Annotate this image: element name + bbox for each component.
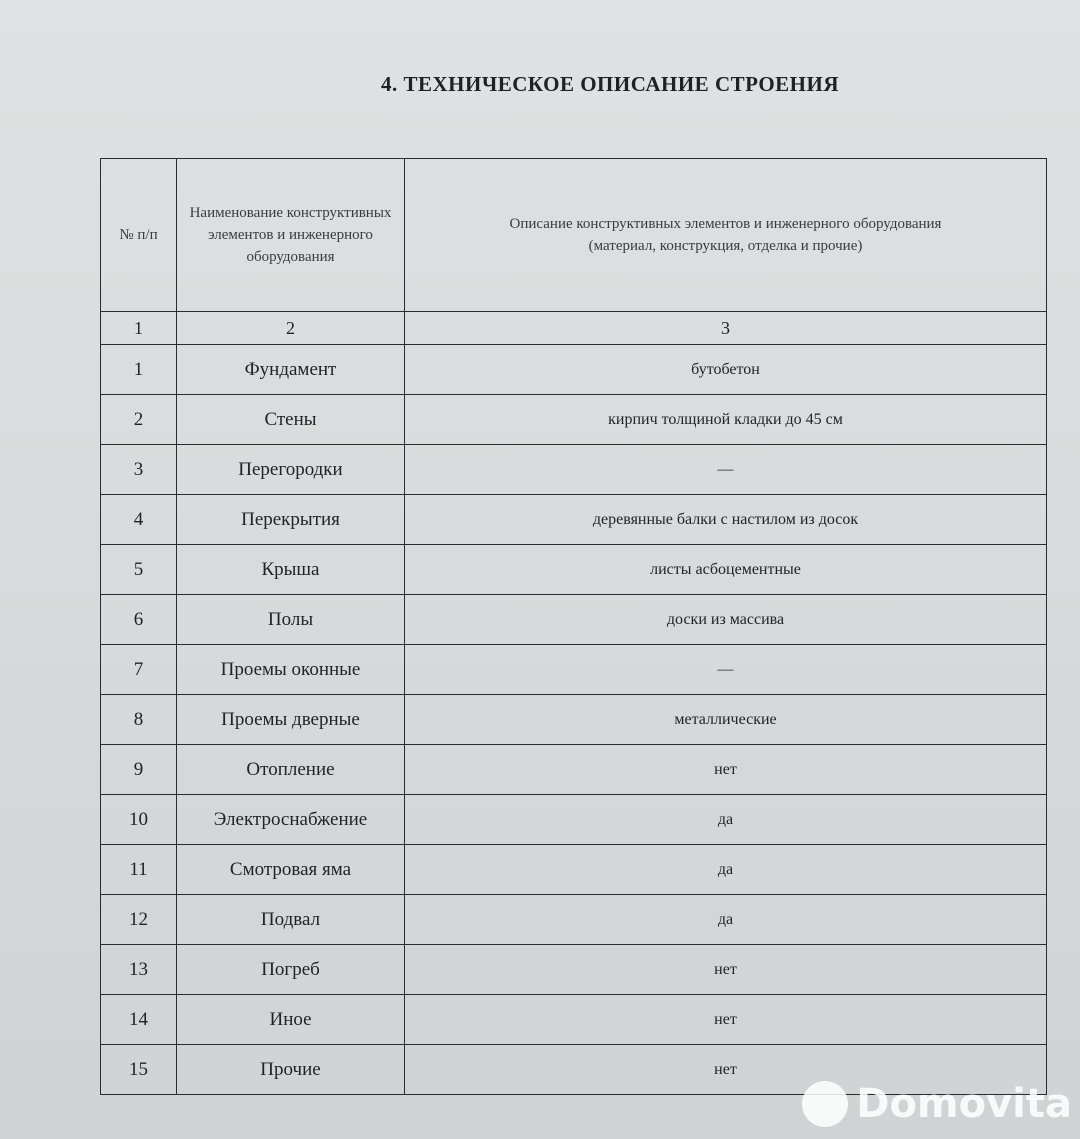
row-number: 8	[101, 695, 177, 745]
watermark-text: Domovita	[856, 1081, 1072, 1127]
row-number: 7	[101, 645, 177, 695]
row-number: 6	[101, 595, 177, 645]
element-name: Стены	[177, 395, 405, 445]
row-number: 2	[101, 395, 177, 445]
header-description-line1: Описание конструктивных элементов и инженерного оборудования	[509, 216, 942, 232]
element-name: Полы	[177, 595, 405, 645]
element-name: Электроснабжение	[177, 795, 405, 845]
element-description: —	[405, 445, 1047, 495]
row-number: 15	[101, 1045, 177, 1095]
element-name: Крыша	[177, 545, 405, 595]
element-description: нет	[405, 945, 1047, 995]
element-description: бутобетон	[405, 345, 1047, 395]
table-header-row	[101, 159, 1047, 312]
element-name: Перегородки	[177, 445, 405, 495]
table-row	[101, 595, 1047, 645]
table-row	[101, 645, 1047, 695]
table-row	[101, 495, 1047, 545]
table-row	[101, 695, 1047, 745]
row-number: 1	[101, 345, 177, 395]
row-number: 12	[101, 895, 177, 945]
element-description: нет	[405, 745, 1047, 795]
row-number: 9	[101, 745, 177, 795]
element-description: металлические	[405, 695, 1047, 745]
table-row	[101, 745, 1047, 795]
table-row	[101, 995, 1047, 1045]
table-row	[101, 795, 1047, 845]
element-name: Прочие	[177, 1045, 405, 1095]
row-number: 4	[101, 495, 177, 545]
column-number: 1	[101, 312, 177, 345]
row-number: 10	[101, 795, 177, 845]
header-description	[405, 159, 1047, 312]
element-name: Отопление	[177, 745, 405, 795]
column-number: 2	[177, 312, 405, 345]
element-description: да	[405, 845, 1047, 895]
element-name: Смотровая яма	[177, 845, 405, 895]
element-description: да	[405, 795, 1047, 845]
element-name: Проемы дверные	[177, 695, 405, 745]
row-number: 14	[101, 995, 177, 1045]
element-name: Погреб	[177, 945, 405, 995]
document-title: 4. ТЕХНИЧЕСКОЕ ОПИСАНИЕ СТРОЕНИЯ	[381, 72, 839, 96]
element-description: листы асбоцементные	[405, 545, 1047, 595]
column-number: 3	[405, 312, 1047, 345]
element-description: доски из массива	[405, 595, 1047, 645]
element-name: Перекрытия	[177, 495, 405, 545]
row-number: 11	[101, 845, 177, 895]
row-number: 3	[101, 445, 177, 495]
element-description: нет	[405, 1045, 1047, 1095]
table-row	[101, 545, 1047, 595]
element-description: кирпич толщиной кладки до 45 см	[405, 395, 1047, 445]
domovita-logo-icon	[802, 1081, 848, 1127]
element-description: —	[405, 645, 1047, 695]
table-row	[101, 895, 1047, 945]
row-number: 5	[101, 545, 177, 595]
header-number: № п/п	[101, 159, 177, 312]
element-name: Фундамент	[177, 345, 405, 395]
element-description: деревянные балки с настилом из досок	[405, 495, 1047, 545]
header-description-line2: (материал, конструкция, отделка и прочие)	[588, 238, 863, 254]
table-row	[101, 845, 1047, 895]
element-name: Подвал	[177, 895, 405, 945]
table-row	[101, 945, 1047, 995]
element-description: да	[405, 895, 1047, 945]
technical-description-table	[100, 158, 1047, 1095]
table-row	[101, 345, 1047, 395]
column-number-row	[101, 312, 1047, 345]
header-element-name: Наименование конструктивных элементов и инженерного оборудования	[177, 159, 405, 312]
domovita-watermark	[802, 1081, 1072, 1127]
element-description: нет	[405, 995, 1047, 1045]
element-name: Иное	[177, 995, 405, 1045]
table-row	[101, 445, 1047, 495]
element-name: Проемы оконные	[177, 645, 405, 695]
table-row	[101, 395, 1047, 445]
row-number: 13	[101, 945, 177, 995]
